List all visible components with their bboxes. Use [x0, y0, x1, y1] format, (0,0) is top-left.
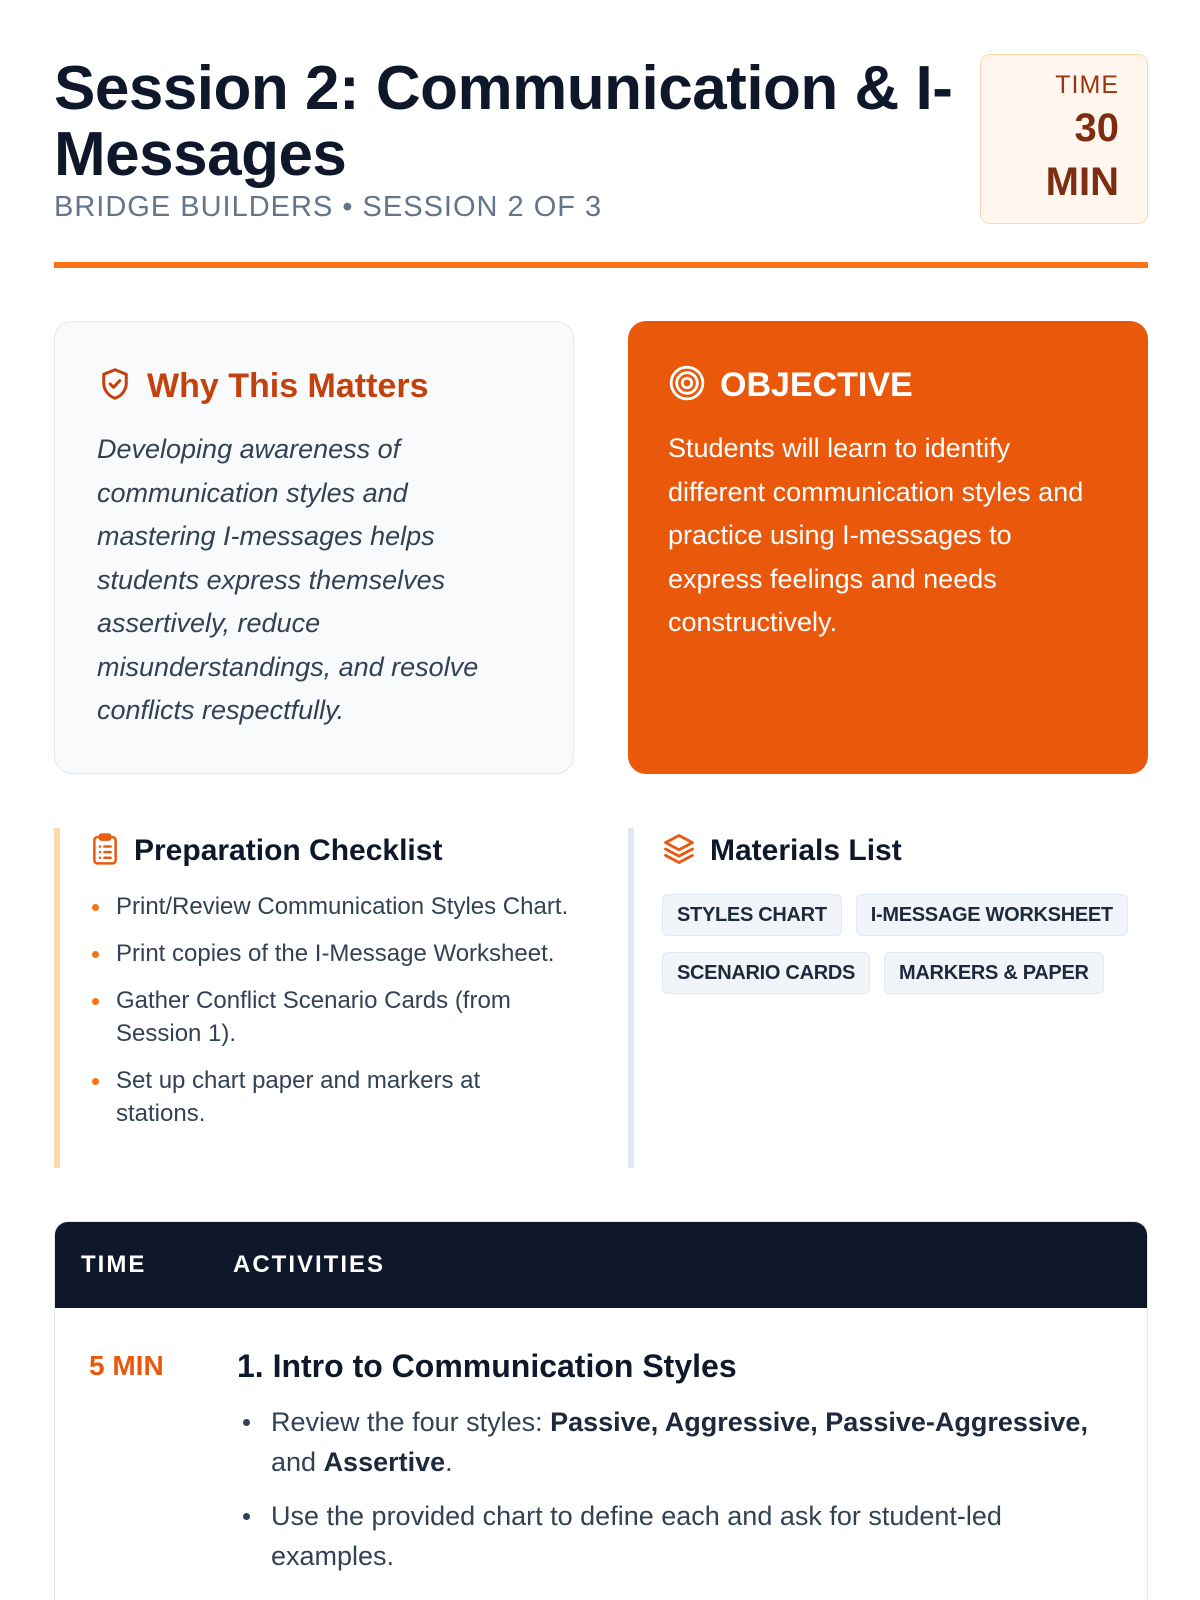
time-badge	[980, 54, 1148, 224]
checklist-item: Print copies of the I-Message Worksheet.	[90, 937, 574, 970]
materials-chips	[662, 894, 1142, 994]
why-this-matters-card	[54, 321, 574, 774]
material-chip: SCENARIO CARDS	[662, 952, 870, 994]
layers-icon	[662, 832, 696, 871]
activity-step	[237, 1402, 1117, 1482]
materials-list	[628, 828, 1148, 1168]
header-divider	[54, 262, 1148, 268]
activities-table-header	[55, 1222, 1147, 1308]
page-title: Session 2: Communication & I-Messages	[54, 54, 953, 189]
preparation-title: Preparation Checklist	[134, 834, 443, 867]
step-text: and	[271, 1447, 324, 1477]
objective-card-body: Students will learn to identify different communication styles and practice using I-messages to express feelings and needs constructively.	[668, 433, 1084, 637]
activities-table	[54, 1221, 1148, 1600]
target-icon	[668, 364, 706, 407]
time-badge-value: 30	[1074, 106, 1119, 150]
clipboard-list-icon	[90, 832, 120, 871]
preparation-list	[90, 890, 574, 1130]
shield-check-icon	[97, 366, 133, 407]
preparation-checklist	[54, 828, 574, 1168]
preparation-header	[90, 828, 574, 874]
time-badge-unit: MIN	[1045, 160, 1119, 204]
materials-header	[662, 828, 1148, 874]
activity-duration: 5 MIN	[89, 1350, 164, 1381]
why-card-title: Why This Matters	[147, 366, 429, 405]
objective-card-header	[668, 361, 1108, 409]
page-header	[54, 54, 1148, 268]
activity-content	[237, 1346, 1117, 1590]
material-chip: I-MESSAGE WORKSHEET	[856, 894, 1128, 936]
why-card-body: Developing awareness of communication styles and mastering I-messages helps students express themselves assertively, reduce misunderstandings, and resolve conflicts respectfully.	[97, 434, 479, 725]
objective-card-title: OBJECTIVE	[720, 365, 913, 404]
step-text: .	[445, 1447, 453, 1477]
page-subtitle: BRIDGE BUILDERS • SESSION 2 OF 3	[54, 191, 603, 223]
materials-title: Materials List	[710, 834, 902, 867]
material-chip: STYLES CHART	[662, 894, 842, 936]
checklist-item: Print/Review Communication Styles Chart.	[90, 890, 574, 923]
column-header-time: TIME	[81, 1251, 147, 1278]
objective-card	[628, 321, 1148, 774]
why-card-header	[97, 362, 531, 410]
material-chip: MARKERS & PAPER	[884, 952, 1104, 994]
step-text: Review the four styles:	[271, 1407, 551, 1437]
checklist-item: Set up chart paper and markers at stations.	[90, 1064, 574, 1130]
table-row	[55, 1308, 1147, 1590]
lesson-page	[54, 0, 1148, 1600]
step-emphasis: Assertive	[323, 1447, 446, 1477]
activity-steps	[237, 1402, 1117, 1576]
activity-title: 1. Intro to Communication Styles	[237, 1348, 737, 1384]
checklist-item: Gather Conflict Scenario Cards (from Session 1).	[90, 984, 574, 1050]
column-header-activities: ACTIVITIES	[233, 1251, 386, 1278]
time-badge-label: TIME	[1055, 71, 1119, 99]
step-emphasis: Passive, Aggressive, Passive-Aggressive,	[550, 1407, 1088, 1437]
activity-step: Use the provided chart to define each and ask for student-led examples.	[237, 1496, 1117, 1576]
